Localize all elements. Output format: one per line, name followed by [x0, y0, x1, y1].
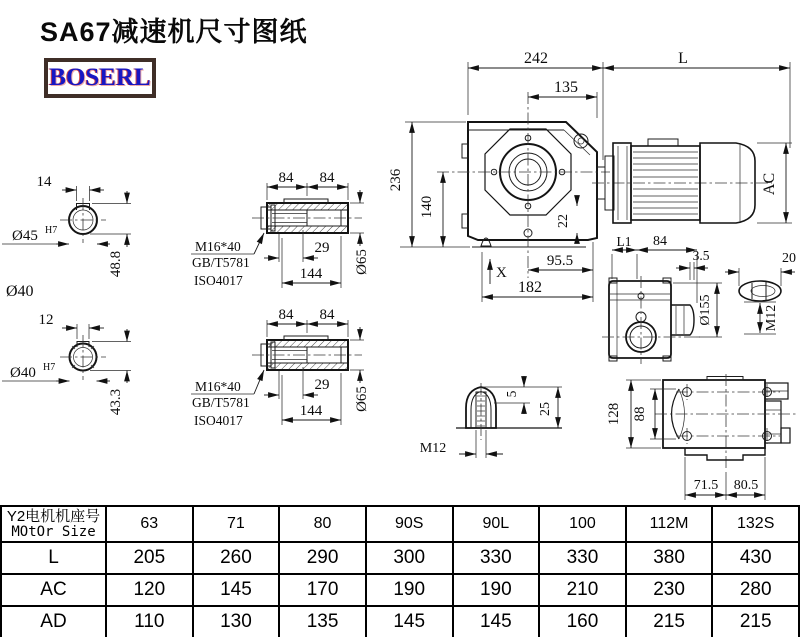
- motor-size-table: [0, 505, 800, 637]
- dim-236: 236: [388, 168, 404, 192]
- dim-955: 95.5: [546, 253, 574, 269]
- dim-bore-dia-40: Ø40: [10, 365, 36, 381]
- table-cell: 260: [193, 542, 280, 574]
- row-label-L: L: [1, 542, 106, 574]
- label-bolt-lower: M16*40: [195, 379, 241, 394]
- dim-144-upper: 144: [299, 266, 323, 282]
- label-shaft-od-40: Ø40: [6, 283, 34, 300]
- table-cell: 300: [366, 542, 453, 574]
- dim-keyway-height-45: 48.8: [108, 250, 124, 278]
- dim-od65-upper: Ø65: [354, 249, 370, 275]
- table-cell: 330: [453, 542, 540, 574]
- table-cell: 145: [366, 606, 453, 637]
- table-col-100: 100: [539, 506, 626, 542]
- dim-128: 128: [606, 402, 622, 426]
- table-cell: 290: [279, 542, 366, 574]
- table-cell: 205: [106, 542, 193, 574]
- table-cell: 380: [626, 542, 713, 574]
- dim-L: L: [678, 50, 688, 67]
- table-cell: 170: [279, 574, 366, 606]
- table-cell: 190: [453, 574, 540, 606]
- dim-keyway-width-40: 12: [38, 312, 54, 328]
- table-cell: 145: [193, 574, 280, 606]
- table-col-71: 71: [193, 506, 280, 542]
- table-row-AD: [1, 606, 799, 637]
- view-plug-m12: [725, 251, 796, 334]
- dim-84b-upper: 84: [319, 170, 335, 186]
- label-iso-upper: ISO4017: [194, 273, 243, 288]
- table-cell: 190: [366, 574, 453, 606]
- dim-bore-dia-45: Ø45: [12, 228, 38, 244]
- table-cell: 215: [626, 606, 713, 637]
- table-header-cn: Y2电机机座号: [6, 508, 101, 525]
- dim-5: 5: [504, 390, 519, 398]
- dim-88: 88: [632, 406, 648, 422]
- table-row-AC: [1, 574, 799, 606]
- table-cell: 230: [626, 574, 713, 606]
- table-header-row: [1, 506, 799, 542]
- view-bottom: [606, 374, 798, 500]
- dim-keyway-width-45: 14: [36, 174, 52, 190]
- dim-35: 3.5: [692, 248, 710, 263]
- dim-AC: AC: [761, 172, 778, 196]
- table-col-112m: 112M: [626, 506, 713, 542]
- page-title: SA67减速机尺寸图纸: [40, 17, 308, 47]
- table-col-90s: 90S: [366, 506, 453, 542]
- dim-od65-lower: Ø65: [354, 386, 370, 412]
- view-side-output: [602, 234, 722, 364]
- table-cell: 135: [279, 606, 366, 637]
- table-cell: 160: [539, 606, 626, 637]
- table-cell: 110: [106, 606, 193, 637]
- dim-805: 80.5: [733, 478, 759, 493]
- table-header-motor-size: [1, 506, 106, 542]
- label-iso-lower: ISO4017: [194, 413, 243, 428]
- dim-84a-upper: 84: [278, 170, 294, 186]
- dim-bore-fit-45: H7: [45, 225, 58, 236]
- dim-22: 22: [556, 214, 571, 228]
- table-cell: 120: [106, 574, 193, 606]
- dim-bore-fit-40: H7: [43, 362, 56, 373]
- table-cell: 280: [712, 574, 799, 606]
- dim-20: 20: [782, 251, 796, 266]
- dim-155: Ø155: [698, 294, 713, 326]
- view-hollow-shaft-lower: [191, 307, 370, 428]
- table-cell: 145: [453, 606, 540, 637]
- dim-keyway-height-40: 43.3: [108, 388, 124, 416]
- row-label-AC: AC: [1, 574, 106, 606]
- dim-29-lower: 29: [314, 377, 330, 393]
- brand-logo-text: BOSERL: [49, 64, 151, 91]
- dim-242: 242: [524, 50, 548, 67]
- table-cell: 430: [712, 542, 799, 574]
- table-col-90l: 90L: [453, 506, 540, 542]
- row-label-AD: AD: [1, 606, 106, 637]
- table-col-132s: 132S: [712, 506, 799, 542]
- dim-140: 140: [419, 195, 435, 219]
- dim-135: 135: [554, 79, 578, 96]
- dim-L1: L1: [616, 234, 632, 249]
- table-header-en: MOtOr Size: [11, 524, 96, 540]
- label-gb-upper: GB/T5781: [192, 255, 250, 270]
- view-bore-40: [2, 312, 131, 415]
- dim-29-upper: 29: [314, 240, 330, 256]
- label-axis-x: X: [496, 265, 507, 281]
- dim-144-lower: 144: [299, 403, 323, 419]
- table-cell: 330: [539, 542, 626, 574]
- table-col-80: 80: [279, 506, 366, 542]
- dim-m12-cap: M12: [419, 441, 447, 456]
- dim-715: 71.5: [693, 478, 719, 493]
- table-cell: 130: [193, 606, 280, 637]
- dim-84a-lower: 84: [278, 307, 294, 323]
- label-gb-lower: GB/T5781: [192, 395, 250, 410]
- dim-m12-plug: M12: [764, 304, 779, 332]
- label-bolt-upper: M16*40: [195, 239, 241, 254]
- dim-84-side: 84: [653, 234, 667, 249]
- view-hollow-shaft-upper: [191, 170, 370, 288]
- view-bore-45: [2, 174, 131, 277]
- table-cell: 210: [539, 574, 626, 606]
- dim-182: 182: [518, 279, 542, 296]
- table-col-63: 63: [106, 506, 193, 542]
- view-cap-stud: [420, 376, 562, 458]
- table-cell: 215: [712, 606, 799, 637]
- view-front-gearbox-motor: [388, 50, 792, 302]
- table-row-L: [1, 542, 799, 574]
- dim-84b-lower: 84: [319, 307, 335, 323]
- dim-25: 25: [538, 402, 553, 416]
